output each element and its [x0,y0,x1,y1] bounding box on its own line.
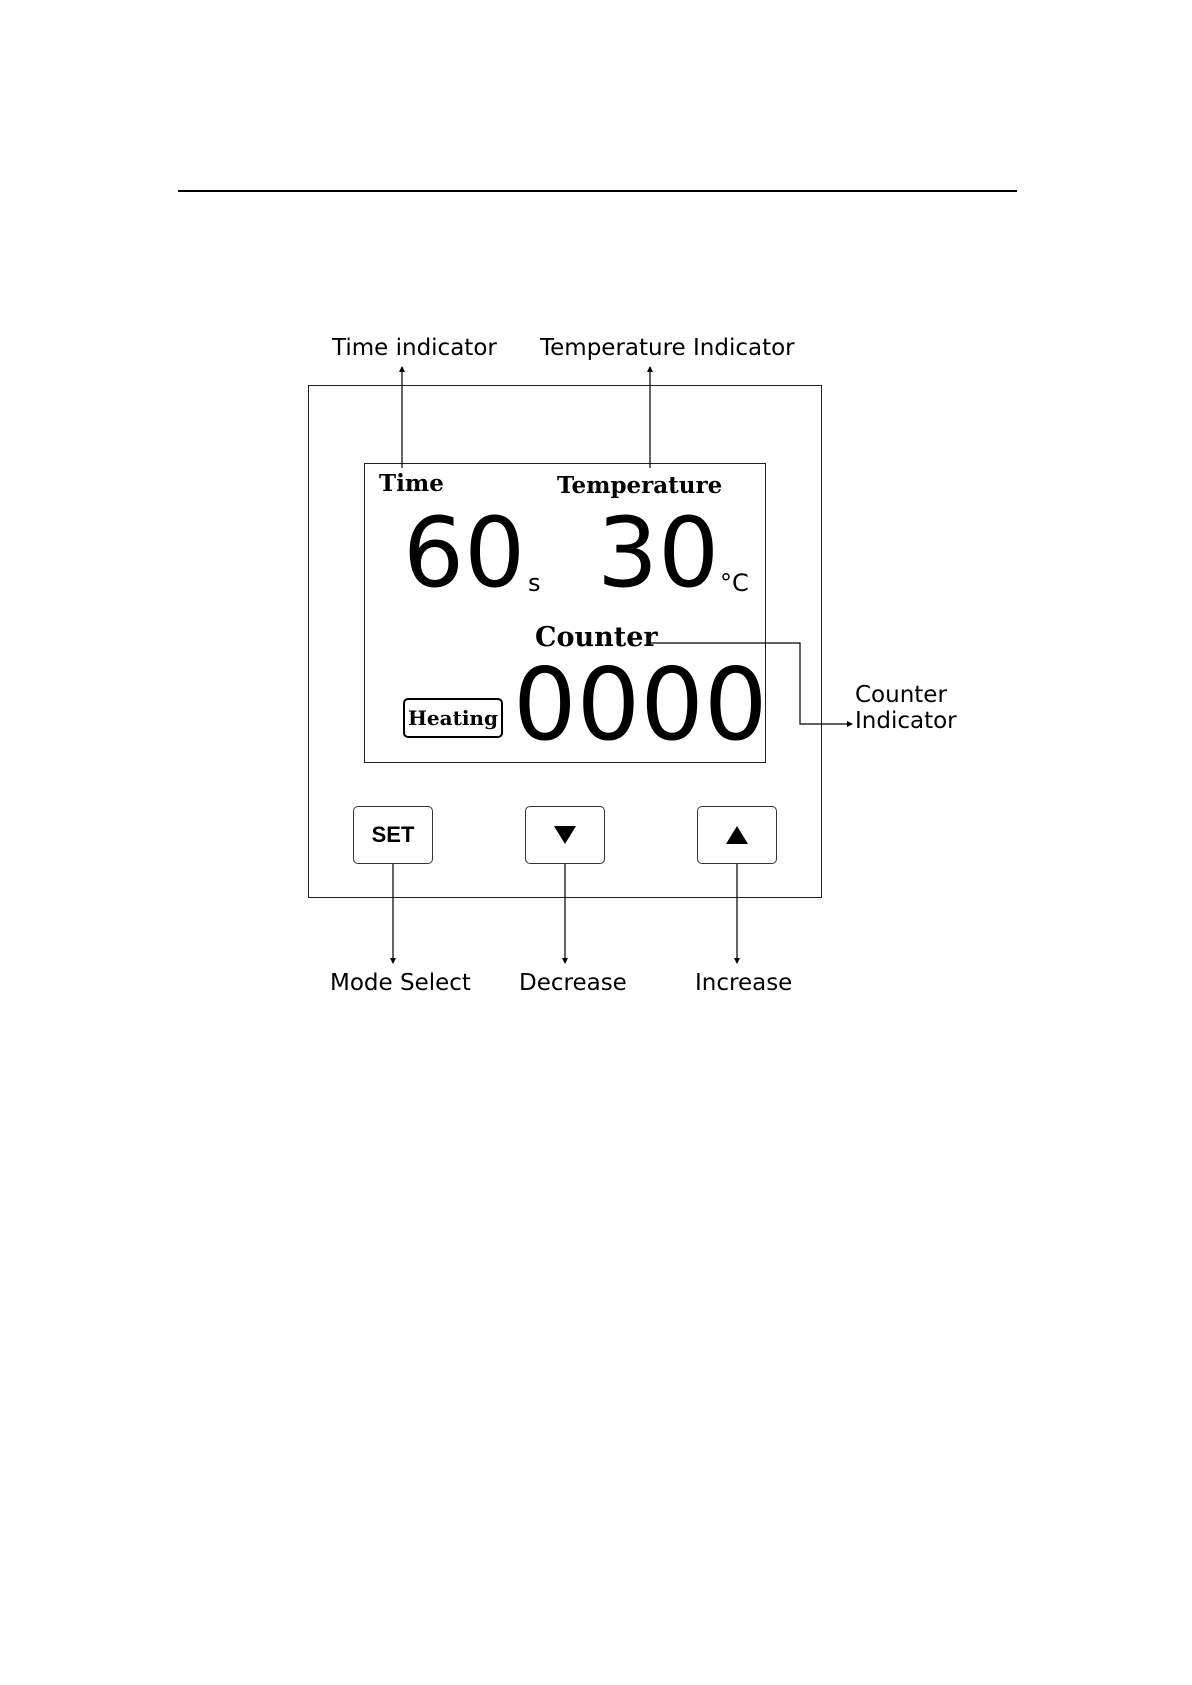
mode-select-callout: Mode Select [330,970,471,996]
triangle-down-icon [553,825,577,845]
triangle-up-icon [725,825,749,845]
counter-label: Counter [535,622,658,653]
time-label: Time [379,470,444,497]
temperature-label: Temperature [557,472,723,499]
temperature-value: 30 [597,497,720,609]
status-badge: Heating [403,698,503,738]
temperature-indicator-callout: Temperature Indicator [540,335,795,361]
increase-callout: Increase [695,970,793,996]
counter-indicator-callout-line1: Counter [855,682,947,708]
set-button[interactable]: SET [353,806,433,864]
counter-indicator-callout [855,682,957,735]
decrease-callout: Decrease [519,970,627,996]
increase-button[interactable] [697,806,777,864]
decrease-button[interactable] [525,806,605,864]
counter-indicator-callout-line2: Indicator [855,708,957,735]
time-unit: s [528,569,541,597]
counter-value: 0000 [513,646,768,763]
temperature-unit: °C [720,569,749,597]
time-value: 60 [403,497,526,609]
time-indicator-callout: Time indicator [332,335,497,361]
page-header-rule [178,190,1017,192]
